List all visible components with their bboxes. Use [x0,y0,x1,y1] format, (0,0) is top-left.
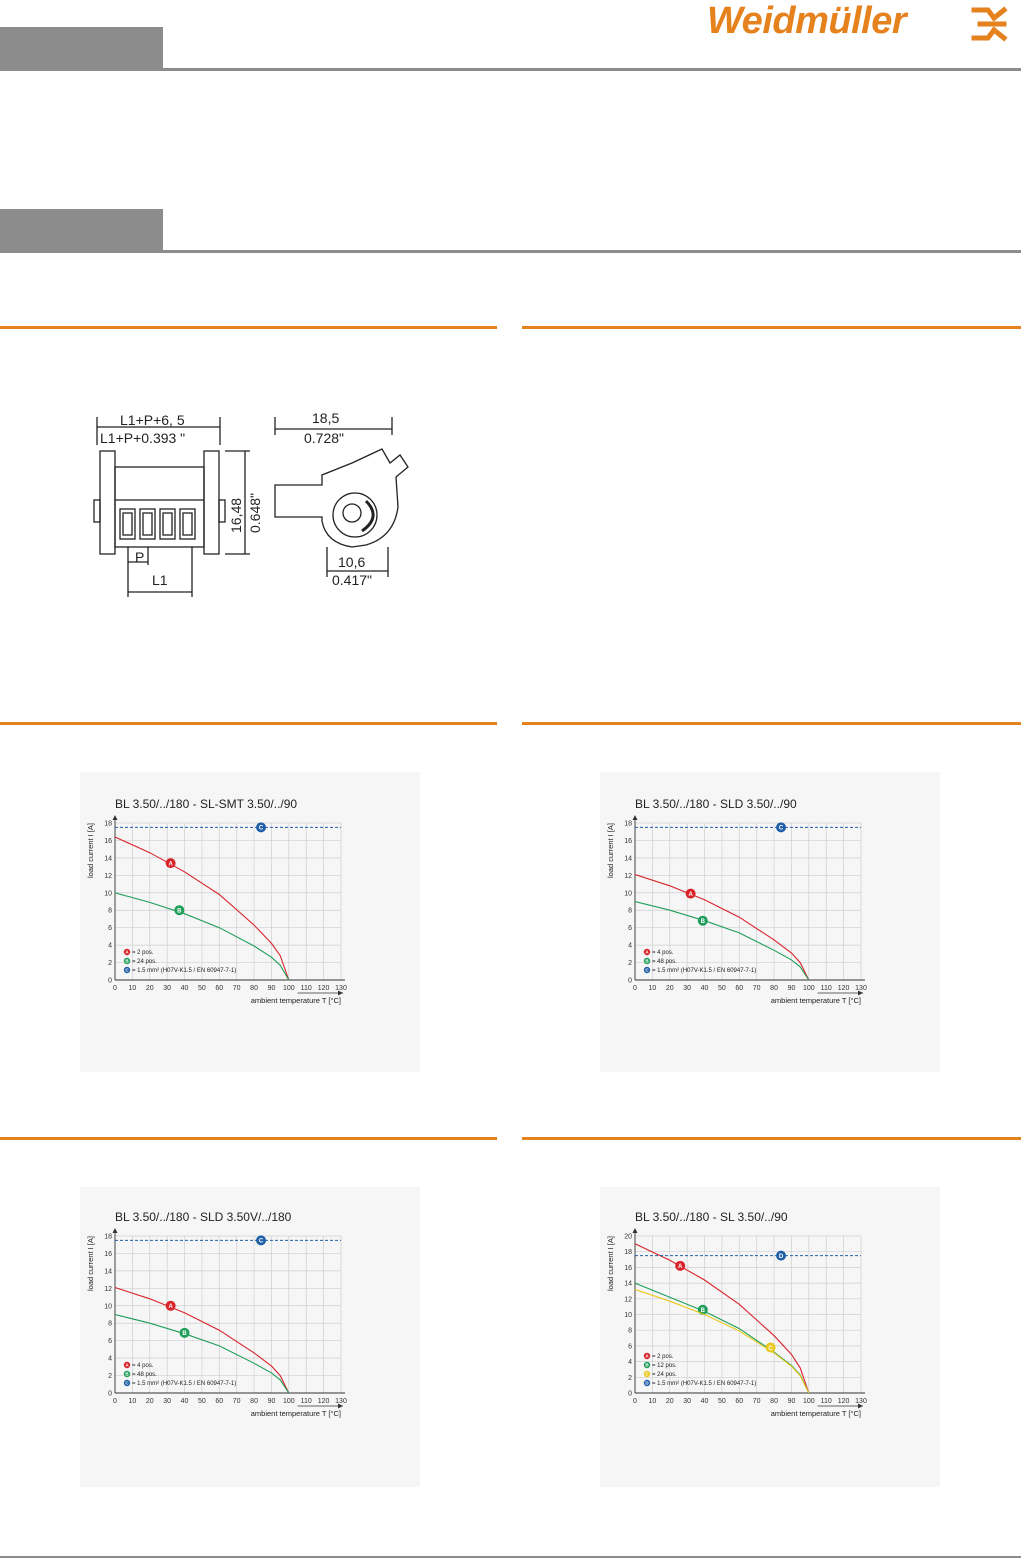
dim-bottom-mm: 10,6 [338,554,366,570]
y-tick-label: 12 [104,872,112,880]
y-tick-label: 2 [628,960,632,968]
dim-height-in: 0.648" [247,492,263,533]
derating-chart-2 [600,790,940,1020]
y-tick-label: 2 [108,960,112,968]
x-tick-label: 10 [648,1398,657,1405]
legend-marker-letter: B [125,958,129,964]
x-tick-label: 20 [665,1398,674,1405]
x-tick-label: 100 [803,985,815,992]
y-tick-label: 2 [108,1373,112,1381]
series-marker-letter: D [778,1253,784,1260]
x-tick-label: 50 [198,1398,206,1405]
x-tick-label: 0 [113,1398,117,1405]
x-tick-label: 110 [300,1398,312,1405]
orange-rule-left-3 [0,1137,497,1140]
y-axis-arrow [633,1228,638,1233]
orange-rule-right-2 [522,722,1021,725]
series-marker-letter: A [678,1264,683,1271]
x-tick-label: 130 [335,985,347,992]
x-tick-label: 80 [770,1398,778,1405]
y-tick-label: 18 [104,1233,112,1241]
legend-label: = 4 pos. [132,1363,154,1369]
series-marker-letter: A [168,1304,173,1311]
y-tick-label: 4 [628,942,632,950]
legend-label: = 1.5 mm² (H07V-K1.5 / EN 60947-7-1) [132,1381,237,1387]
y-tick-label: 16 [624,837,632,845]
legend-label: = 2 pos. [132,950,154,956]
legend-label: = 48 pos. [652,959,677,965]
x-tick-label: 70 [752,1398,761,1405]
x-tick-label: 90 [787,1398,796,1405]
dim-l1: L1 [152,572,168,588]
legend-label: = 2 pos. [652,1354,674,1360]
section-rule-1 [0,68,1021,71]
chart-title: BL 3.50/../180 - SL-SMT 3.50/../90 [115,797,298,811]
legend-marker-letter: C [125,1380,129,1386]
x-tick-label: 70 [752,985,761,992]
x-tick-label: 60 [735,1398,744,1405]
y-tick-label: 8 [108,907,112,915]
y-axis-label: load current I [A] [86,1236,95,1292]
legend-marker-letter: A [125,1362,129,1368]
derating-chart-4 [600,1203,940,1433]
x-tick-label: 40 [180,985,189,992]
x-tick-label: 90 [267,985,276,992]
dimension-drawing [90,405,430,605]
legend-marker-letter: D [645,1380,649,1386]
x-tick-label: 10 [648,985,657,992]
chart-title: BL 3.50/../180 - SL 3.50/../90 [635,1210,788,1224]
series-marker-letter: B [182,1331,187,1338]
dim-top-in: L1+P+0.393 " [100,430,186,446]
y-tick-label: 8 [628,1327,632,1335]
x-tick-label: 60 [215,1398,224,1405]
x-tick-label: 80 [770,985,778,992]
legend-label: = 24 pos. [132,959,157,965]
y-tick-label: 14 [104,1268,112,1276]
x-tick-label: 90 [267,1398,276,1405]
section-tab-2 [0,209,163,251]
x-tick-label: 20 [145,1398,154,1405]
x-axis-label: ambient temperature T [°C] [250,1409,341,1418]
legend-label: = 1.5 mm² (H07V-K1.5 / EN 60947-7-1) [132,968,237,974]
x-tick-label: 10 [128,1398,137,1405]
y-tick-label: 16 [624,1264,632,1272]
x-tick-label: 0 [113,985,117,992]
series-marker-letter: C [258,825,264,832]
series-marker-letter: B [177,908,182,915]
x-tick-label: 90 [787,985,796,992]
orange-rule-left-2 [0,722,497,725]
series-marker-letter: A [168,861,173,868]
x-axis-label: ambient temperature T [°C] [770,996,861,1005]
y-tick-label: 6 [628,925,632,933]
y-tick-label: 4 [108,1355,112,1363]
x-tick-label: 20 [145,985,154,992]
chart-title: BL 3.50/../180 - SLD 3.50/../90 [635,797,797,811]
x-axis-label: ambient temperature T [°C] [250,996,341,1005]
series-marker-letter: A [688,891,693,898]
legend-label: = 12 pos. [652,1363,677,1369]
x-tick-label: 10 [128,985,137,992]
legend-marker-letter: A [645,949,649,955]
x-tick-label: 0 [633,985,637,992]
y-tick-label: 18 [104,820,112,828]
y-axis-label: load current I [A] [606,823,615,879]
y-tick-label: 20 [624,1233,632,1241]
orange-rule-left-1 [0,326,497,329]
dim-side-mm: 18,5 [312,410,340,426]
x-axis-label: ambient temperature T [°C] [770,1409,861,1418]
x-tick-label: 80 [250,1398,258,1405]
y-tick-label: 16 [104,1250,112,1258]
series-marker-letter: C [258,1238,264,1245]
x-tick-label: 110 [820,985,832,992]
y-axis-arrow [113,815,118,820]
x-tick-label: 100 [283,985,295,992]
x-tick-label: 120 [317,985,330,992]
x-tick-label: 130 [335,1398,347,1405]
x-tick-label: 100 [803,1398,815,1405]
series-marker-letter: B [700,918,705,925]
y-tick-label: 10 [104,890,112,898]
x-tick-label: 70 [232,985,241,992]
x-tick-label: 120 [317,1398,330,1405]
x-tick-label: 50 [198,985,206,992]
x-tick-label: 30 [683,985,692,992]
y-tick-label: 14 [104,855,112,863]
y-tick-label: 12 [624,872,632,880]
y-tick-label: 6 [108,925,112,933]
x-tick-label: 60 [735,985,744,992]
x-tick-label: 30 [163,1398,172,1405]
series-marker-letter: B [700,1308,705,1315]
legend-label: = 1.5 mm² (H07V-K1.5 / EN 60947-7-1) [652,1381,757,1387]
y-tick-label: 12 [624,1296,632,1304]
orange-rule-right-1 [522,326,1021,329]
section-tab-1 [0,27,163,69]
y-tick-label: 2 [628,1374,632,1382]
y-tick-label: 18 [624,1249,632,1257]
dim-top-mm: L1+P+6, 5 [120,412,185,428]
x-tick-label: 0 [633,1398,637,1405]
x-tick-label: 30 [163,985,172,992]
legend-marker-letter: C [645,967,649,973]
x-tick-label: 40 [180,1398,189,1405]
legend-marker-letter: B [645,958,649,964]
y-tick-label: 16 [104,837,112,845]
y-tick-label: 14 [624,1280,632,1288]
x-tick-label: 30 [683,1398,692,1405]
y-tick-label: 10 [104,1303,112,1311]
legend-label: = 24 pos. [652,1372,677,1378]
legend-marker-letter: B [125,1371,129,1377]
legend-label: = 48 pos. [132,1372,157,1378]
y-tick-label: 6 [628,1343,632,1351]
y-tick-label: 6 [108,1338,112,1346]
x-tick-label: 40 [700,985,709,992]
dim-bottom-in: 0.417" [332,572,373,588]
y-tick-label: 0 [628,1390,632,1398]
x-tick-label: 130 [855,985,867,992]
x-tick-label: 80 [250,985,258,992]
legend-marker-letter: A [125,949,129,955]
x-tick-label: 50 [718,1398,726,1405]
x-tick-label: 120 [837,985,850,992]
y-axis-arrow [113,1228,118,1233]
x-tick-label: 60 [215,985,224,992]
series-marker-letter: C [778,825,784,832]
x-tick-label: 50 [718,985,726,992]
x-tick-label: 110 [300,985,312,992]
series-marker-letter: C [768,1345,773,1352]
brand-logo-icon [970,6,1010,42]
x-tick-label: 100 [283,1398,295,1405]
y-axis-arrow [633,815,638,820]
x-tick-label: 40 [700,1398,709,1405]
x-tick-label: 110 [820,1398,832,1405]
y-tick-label: 0 [628,977,632,985]
chart-title: BL 3.50/../180 - SLD 3.50V/../180 [115,1210,292,1224]
legend-label: = 1.5 mm² (H07V-K1.5 / EN 60947-7-1) [652,968,757,974]
orange-rule-right-3 [522,1137,1021,1140]
legend-marker-letter: B [645,1362,649,1368]
legend-marker-letter: C [645,1371,649,1377]
y-tick-label: 10 [624,890,632,898]
y-tick-label: 8 [108,1320,112,1328]
legend-label: = 4 pos. [652,950,674,956]
y-tick-label: 12 [104,1285,112,1293]
y-tick-label: 14 [624,855,632,863]
dim-side-in: 0.728" [304,430,345,446]
y-tick-label: 4 [628,1359,632,1367]
x-tick-label: 120 [837,1398,850,1405]
dim-pitch: P [135,549,145,565]
x-tick-label: 130 [855,1398,867,1405]
x-tick-label: 20 [665,985,674,992]
x-tick-label: 70 [232,1398,241,1405]
y-axis-label: load current I [A] [86,823,95,879]
derating-chart-3 [80,1203,420,1433]
section-rule-2 [0,250,1021,253]
footer-rule [0,1556,1021,1558]
y-tick-label: 4 [108,942,112,950]
y-tick-label: 10 [624,1312,632,1319]
dim-height-mm: 16,48 [228,497,244,533]
legend-marker-letter: C [125,967,129,973]
y-tick-label: 0 [108,1390,112,1398]
y-axis-label: load current I [A] [606,1236,615,1292]
y-tick-label: 0 [108,977,112,985]
legend-marker-letter: A [645,1353,649,1359]
y-tick-label: 8 [628,907,632,915]
y-tick-label: 18 [624,820,632,828]
brand-logo-text: Weidmüller [707,0,907,42]
derating-chart-1 [80,790,420,1020]
